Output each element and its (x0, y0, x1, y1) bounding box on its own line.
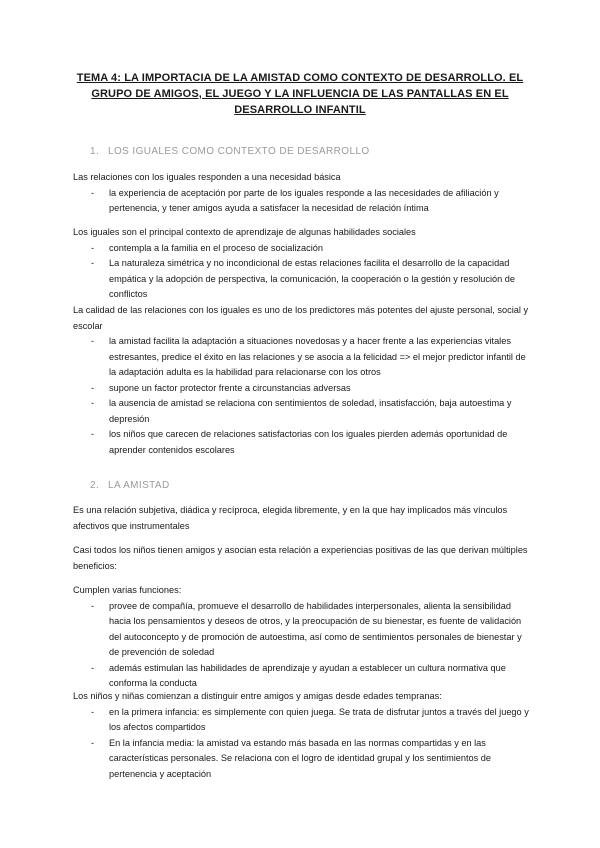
list-item: - supone un factor protector frente a circunstancias adversas (73, 381, 533, 397)
paragraph-lead: Cumplen varias funciones: (73, 585, 182, 595)
bullet-list (73, 334, 533, 458)
document-title: TEMA 4: LA IMPORTACIA DE LA AMISTAD COMO CONTEXTO DE DESARROLLO. EL GRUPO DE AMIGOS, EL JUEGO Y LA INFLUENCIA DE LAS PANTALLAS EN EL DESARROLLO INFANTIL (76, 72, 524, 116)
section-title: LA AMISTAD (108, 480, 170, 491)
list-item: - la ausencia de amistad se relaciona con sentimientos de soledad, insatisfacción, baja autoestima y depresión (73, 396, 533, 427)
paragraph-lead: Los iguales son el principal contexto de aprendizaje de algunas habilidades sociales (73, 227, 416, 237)
section-number: 2. (90, 480, 100, 491)
paragraph-functions (73, 583, 533, 692)
paragraph-benefits (73, 543, 533, 574)
list-item: - además estimulan las habilidades de aprendizaje y ayudan a establecer un cultura normativa que conforma la conducta (73, 661, 533, 692)
section-heading-1 (90, 146, 370, 157)
paragraph-basic-need (73, 170, 533, 217)
paragraph-lead: Las relaciones con los iguales responden a una necesidad básica (73, 172, 341, 182)
list-item: - provee de compañía, promueve el desarrollo de habilidades interpersonales, alienta la sensibilidad hacia los pensamientos y deseos de otros, y la preocupación de su bienestar, es fuente de validación del autoconcepto y de promoción de autoestima, así como de sentimientos personales de bienestar y de prevención de soledad (73, 599, 533, 661)
list-item: - la experiencia de aceptación por parte de los iguales responde a las necesidades de afiliación y pertenencia, y tener amigos ayuda a satisfacer la necesidad de relación íntima (73, 186, 533, 217)
paragraph-text: Es una relación subjetiva, diádica y recíproca, elegida libremente, y en la que hay implicados más vínculos afectivos que instrumentales (73, 505, 508, 531)
paragraph-distinguish (73, 689, 533, 782)
section-title: LOS IGUALES COMO CONTEXTO DE DESARROLLO (108, 146, 370, 157)
list-item: - La naturaleza simétrica y no incondicional de estas relaciones facilita el desarrollo de la capacidad empática y la adopción de perspectiva, la comunicación, la cooperación o la gestión y resolución de conflictos (73, 256, 533, 303)
paragraph-quality (73, 303, 533, 458)
paragraph-definition (73, 503, 533, 534)
paragraph-lead: Los niños y niñas comienzan a distinguir entre amigos y amigas desde edades tempranas: (73, 691, 442, 701)
section-heading-2 (90, 480, 170, 491)
paragraph-lead: La calidad de las relaciones con los iguales es uno de los predictores más potentes del ajuste personal, social y escolar (73, 305, 529, 331)
list-item: - los niños que carecen de relaciones satisfactorias con los iguales pierden además oportunidad de aprender contenidos escolares (73, 427, 533, 458)
paragraph-text: Casi todos los niños tienen amigos y asocian esta relación a experiencias positivas de las que derivan múltiples beneficios: (73, 545, 528, 571)
bullet-list (73, 186, 533, 217)
bullet-list (73, 599, 533, 692)
paragraph-social-skills (73, 225, 533, 303)
bullet-list (73, 705, 533, 783)
list-item: - la amistad facilita la adaptación a situaciones novedosas y a hacer frente a las experiencias vitales estresantes, predice el éxito en las relaciones y se asocia a la felicidad => el mejor predictor infantil de la adaptación adulta es la habilidad para relacionarse con los otros (73, 334, 533, 381)
bullet-list (73, 241, 533, 303)
section-number: 1. (90, 146, 100, 157)
list-item: - contempla a la familia en el proceso de socialización (73, 241, 533, 257)
list-item: - en la primera infancia: es simplemente con quien juega. Se trata de disfrutar juntos a través del juego y los afectos compartidos (73, 705, 533, 736)
list-item: - En la infancia media: la amistad va estando más basada en las normas compartidas y en las características personales. Se relaciona con el logro de identidad grupal y los sentimientos de pertenencia y aceptación (73, 736, 533, 783)
